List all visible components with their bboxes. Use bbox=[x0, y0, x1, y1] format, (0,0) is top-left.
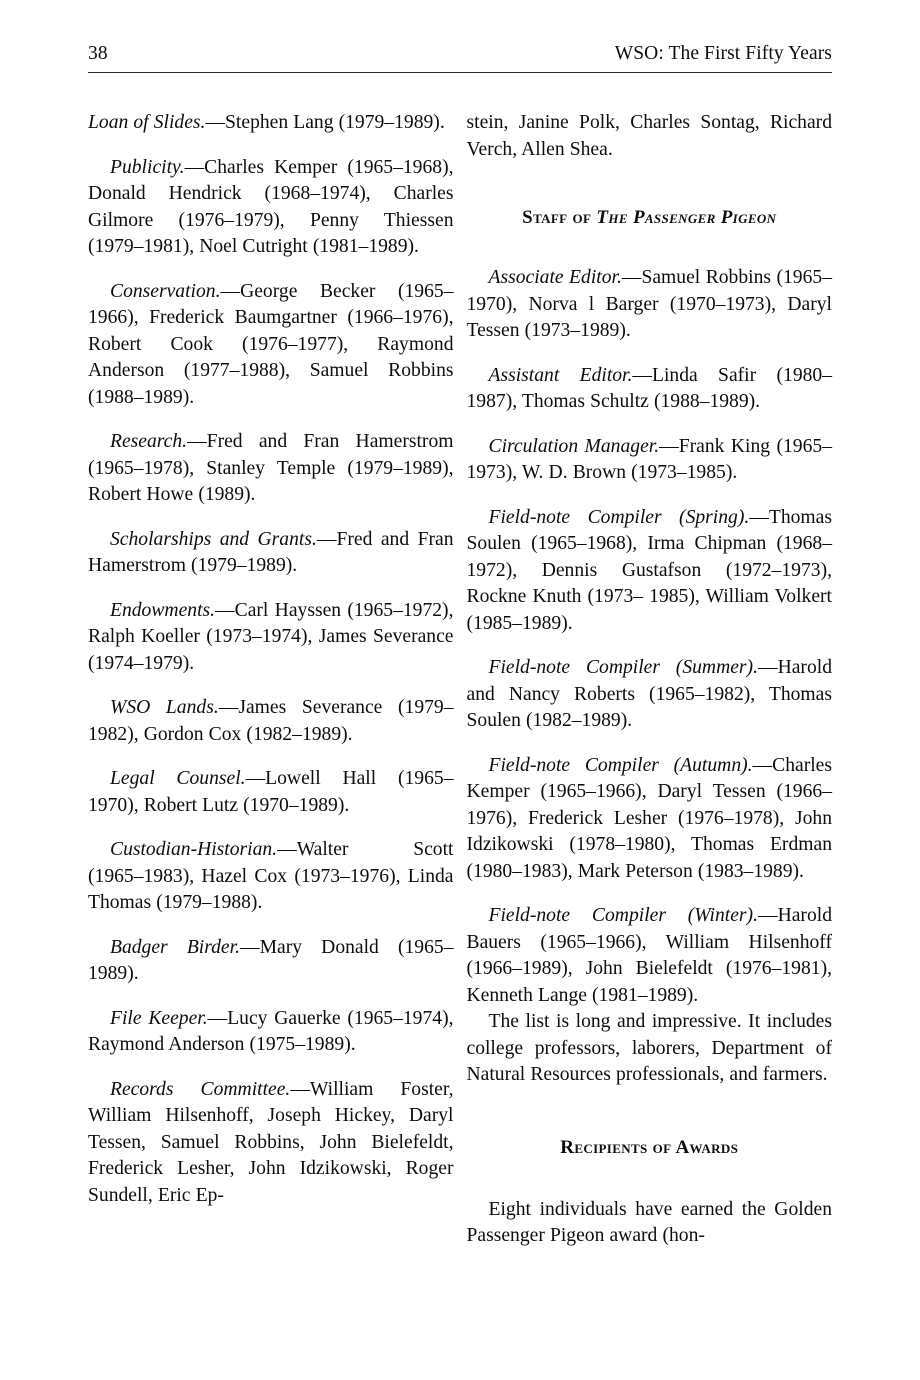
runin-heading: Research. bbox=[110, 431, 188, 452]
entry-scholarships-and-grants bbox=[88, 527, 454, 580]
entry-legal-counsel bbox=[88, 766, 454, 819]
runin-heading: Conservation. bbox=[110, 280, 221, 302]
entry-body: —Charles Kemper (1965–1966), Daryl Tessen (1966–1976), Frederick Lesher (1976–1978), John Idzikowski (1978–1980), Thomas Erdman (1980–1983), Mark Peterson (1983–1989). bbox=[466, 754, 832, 882]
entry-body: —Carl Hayssen (1965–1972), Ralph Koeller (1973–1974), James Severance (1974–1979). bbox=[88, 599, 454, 674]
column-left bbox=[88, 110, 454, 1310]
runin-heading: Field-note Compiler (Summer). bbox=[488, 657, 758, 678]
entry-field-note-compiler-spring bbox=[467, 505, 833, 638]
runin-heading: WSO Lands. bbox=[110, 697, 219, 718]
runin-heading: Field-note Compiler (Spring). bbox=[488, 506, 750, 528]
entry-body: —Lucy Gauerke (1965–1974), Raymond Anderson (1975–1989). bbox=[88, 1007, 454, 1055]
section-heading-staff bbox=[467, 205, 833, 231]
runin-heading: Custodian-Historian. bbox=[110, 839, 278, 860]
entry-body: —Stephen Lang (1979–1989). bbox=[205, 112, 445, 133]
entry-body: —Harold Bauers (1965–1966), William Hilsenhoff (1966–1989), John Bielefeldt (1976–1981), Kenneth Lange (1981–1989). bbox=[466, 905, 832, 1006]
runin-heading: Loan of Slides. bbox=[88, 112, 206, 133]
entry-publicity bbox=[88, 155, 454, 261]
runin-heading: Assistant Editor. bbox=[488, 364, 633, 386]
entry-field-note-compiler-autumn bbox=[467, 753, 833, 886]
runin-heading: Endowments. bbox=[110, 599, 216, 621]
entry-loan-of-slides bbox=[88, 110, 454, 137]
entry-field-note-compiler-winter bbox=[467, 903, 833, 1009]
records-committee-continuation: stein, Janine Polk, Charles Sontag, Richard Verch, Allen Shea. bbox=[466, 112, 832, 160]
closing-paragraph: The list is long and impressive. It includes college professors, laborers, Department of Natural Resources professionals, and farmers. bbox=[466, 1011, 832, 1085]
runin-heading: Associate Editor. bbox=[488, 267, 622, 288]
runin-heading: Field-note Compiler (Winter). bbox=[488, 905, 758, 926]
entry-body: —Walter Scott (1965–1983), Hazel Cox (1973–1976), Linda Thomas (1979–1988). bbox=[88, 839, 454, 913]
entry-circulation-manager bbox=[467, 434, 833, 487]
entry-body: —Linda Safir (1980–1987), Thomas Schultz (1988–1989). bbox=[466, 364, 833, 412]
section-heading-prefix: Staff of bbox=[522, 207, 597, 228]
body-columns bbox=[88, 110, 832, 1310]
entry-body: —Harold and Nancy Roberts (1965–1982), Thomas Soulen (1982–1989). bbox=[466, 657, 832, 731]
entry-wso-lands bbox=[88, 695, 454, 748]
entry-file-keeper bbox=[88, 1006, 454, 1059]
entry-custodian-historian bbox=[88, 837, 454, 917]
journal-title: The Passenger Pigeon bbox=[596, 207, 777, 228]
book-title: WSO: The First Fifty Years bbox=[614, 43, 832, 64]
runin-heading: Field-note Compiler (Autumn). bbox=[488, 754, 753, 776]
entry-body: —Fred and Fran Hamerstrom (1965–1978), Stanley Temple (1979–1989), Robert Howe (1989). bbox=[88, 431, 454, 505]
entry-research bbox=[88, 429, 454, 509]
entry-assistant-editor bbox=[467, 363, 833, 416]
entry-badger-birder bbox=[88, 935, 454, 988]
entry-associate-editor bbox=[467, 265, 833, 345]
runin-heading: Badger Birder. bbox=[110, 936, 240, 958]
entry-body: —Fred and Fran Hamerstrom (1979–1989). bbox=[88, 528, 454, 576]
runin-heading: Records Committee. bbox=[110, 1078, 291, 1100]
column-right bbox=[467, 110, 833, 1310]
runin-heading: Legal Counsel. bbox=[110, 768, 246, 789]
runin-heading: Publicity. bbox=[110, 156, 185, 178]
header-rule bbox=[88, 72, 832, 73]
entry-conservation bbox=[88, 279, 454, 412]
runin-heading: Scholarships and Grants. bbox=[110, 528, 317, 550]
running-head bbox=[88, 42, 832, 66]
section-heading-awards: Recipients of Awards bbox=[560, 1136, 739, 1158]
entry-body: —Frank King (1965–1973), W. D. Brown (1973–1985). bbox=[466, 435, 832, 483]
entry-body: —Mary Donald (1965–1989). bbox=[88, 936, 454, 984]
entry-body: —Lowell Hall (1965–1970), Robert Lutz (1970–1989). bbox=[88, 768, 454, 816]
entry-body: —Samuel Robbins (1965–1970), Norva l Barger (1970–1973), Daryl Tessen (1973–1989). bbox=[466, 267, 832, 341]
entry-endowments bbox=[88, 598, 454, 678]
entry-body: —George Becker (1965–1966), Frederick Baumgartner (1966–1976), Robert Cook (1976–1977), Raymond Anderson (1977–1988), Samuel Robbins (1988–1989). bbox=[88, 280, 454, 408]
awards-paragraph: Eight individuals have earned the Golden Passenger Pigeon award (hon- bbox=[466, 1198, 832, 1246]
entry-body: —William Foster, William Hilsenhoff, Joseph Hickey, Daryl Tessen, Samuel Robbins, John Bielefeldt, Frederick Lesher, John Idzikowski, Roger Sundell, Eric Ep- bbox=[88, 1078, 454, 1206]
runin-heading: File Keeper. bbox=[110, 1007, 208, 1029]
entry-body: —James Severance (1979–1982), Gordon Cox (1982–1989). bbox=[88, 697, 454, 745]
entry-body: —Thomas Soulen (1965–1968), Irma Chipman (1968–1972), Dennis Gustafson (1972–1973), Rockne Knuth (1973– 1985), William Volkert (1985–1989). bbox=[466, 506, 832, 634]
runin-heading: Circulation Manager. bbox=[488, 435, 660, 457]
entry-body: —Charles Kemper (1965–1968), Donald Hendrick (1968–1974), Charles Gilmore (1976–1979), Penny Thiessen (1979–1981), Noel Cutright (1981–1989). bbox=[88, 156, 454, 257]
entry-records-committee bbox=[88, 1077, 454, 1210]
entry-field-note-compiler-summer bbox=[467, 655, 833, 735]
page-number: 38 bbox=[88, 43, 108, 64]
